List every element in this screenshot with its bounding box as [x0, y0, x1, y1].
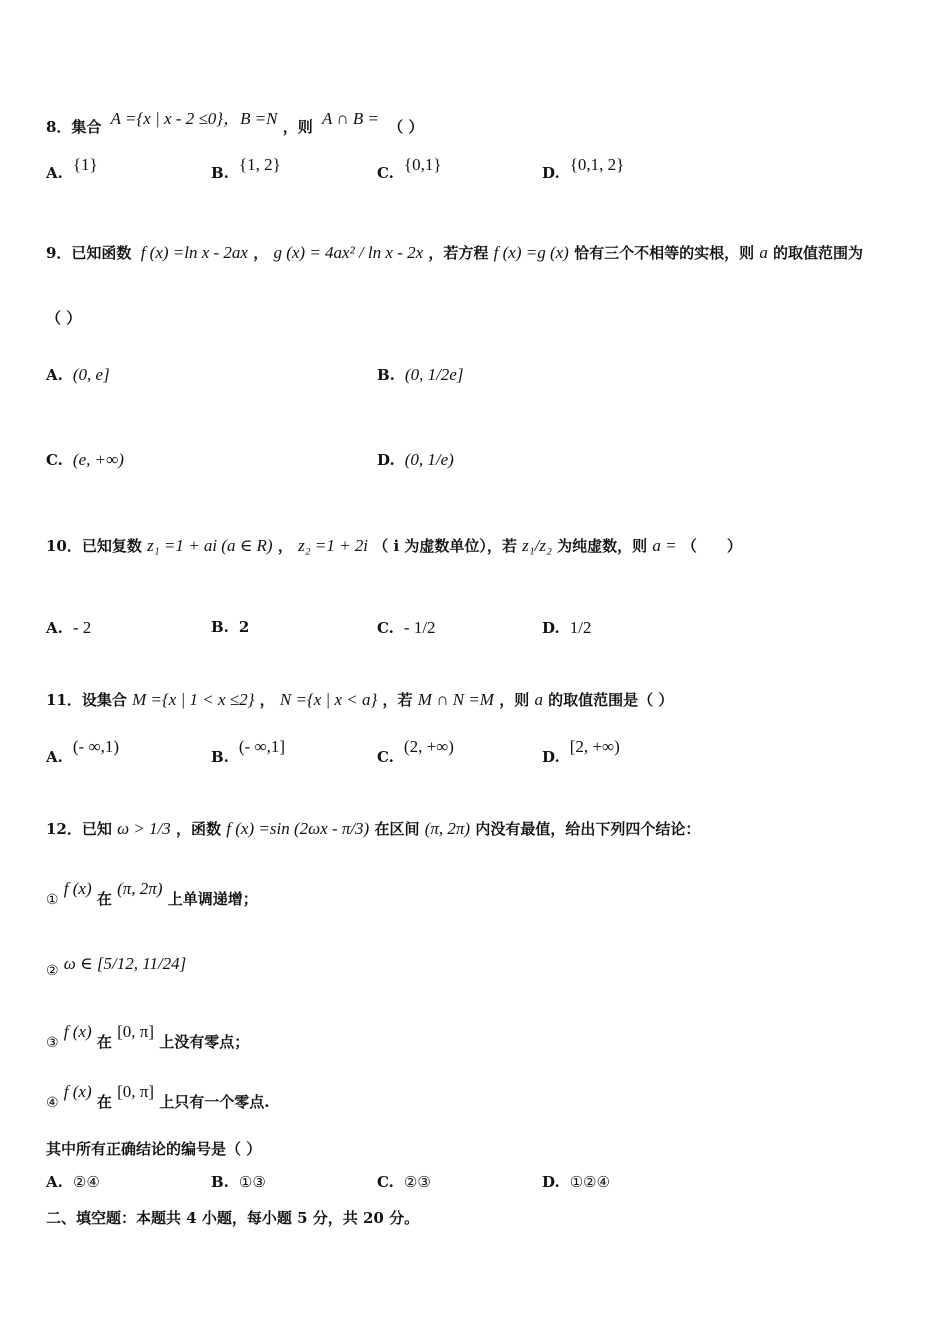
q11-option-a-text: (- ∞,1): [72, 737, 119, 756]
q11-option-c-text: (2, +∞): [403, 737, 454, 756]
q8-set-definition: A ={x | x - 2 ≤0}，B =N: [110, 109, 278, 128]
q8-option-c: C. {0,1}: [377, 155, 442, 182]
q9-equation: f (x) =g (x): [493, 243, 569, 262]
q12-condition: ω > 1/3: [117, 819, 171, 838]
q11-option-c: C.(2, +∞): [377, 737, 454, 766]
q10-ratio: z₁/z₂: [522, 536, 552, 555]
section-2-heading: 二、填空题：本题共 4 小题，每小题 5 分，共 20 分。: [46, 1209, 420, 1227]
q11-variable: a: [534, 690, 543, 709]
q11-option-b: B.(- ∞,1]: [211, 737, 286, 766]
q10-option-c: C. - 1/2: [377, 618, 436, 637]
q11-option-d-text: [2, +∞): [569, 737, 620, 756]
q9-option-b: B. (0, 1/2e]: [377, 365, 464, 384]
q9-g-definition: g (x) = 4ax² / ln x - 2x: [273, 243, 424, 262]
q8-option-a-text: {1}: [72, 155, 98, 174]
q9-mid: ，若方程: [428, 244, 489, 262]
q12-s4-expr: f (x): [63, 1082, 92, 1101]
q9-option-c: C. (e, +∞): [46, 450, 124, 469]
q9-tail2: 的取值范围为: [773, 244, 864, 262]
q9-f-definition: f (x) =ln x - 2ax: [140, 243, 248, 262]
q12-mid: ，函数: [176, 820, 222, 838]
q10-note: （ i 为虚数单位），若: [373, 537, 517, 555]
q12-statement-1: ① f (x) 在 (π, 2π) 上单调递增；: [46, 879, 258, 908]
q12-option-c-text: ②③: [403, 1173, 431, 1191]
q12-statement-3: ③ f (x) 在 [0, π] 上没有零点；: [46, 1022, 250, 1051]
question-11: 11．设集合 M ={x | 1 < x ≤2} ， N ={x | x < a} ，若 M ∩ N =M ，则 a 的取值范围是（ ）: [46, 690, 674, 709]
q9-option-a: A. (0, e]: [46, 365, 110, 384]
q8-tail: ，则: [282, 118, 313, 136]
q11-M-definition: M ={x | 1 < x ≤2}: [132, 690, 255, 709]
q12-question: 其中所有正确结论的编号是（ ）: [46, 1140, 262, 1158]
q9-tail: 恰有三个不相等的实根，则: [574, 244, 755, 262]
q10-z2: z₂ =1 + 2i: [298, 536, 369, 555]
q10-option-d: D. 1/2: [542, 618, 592, 637]
q11-option-d: D.[2, +∞): [542, 737, 620, 766]
q8-expression: A ∩ B =: [322, 109, 379, 128]
q12-s3-expr: f (x): [63, 1022, 92, 1041]
q12-s3-interval: [0, π]: [117, 1022, 155, 1041]
q11-N-definition: N ={x | x < a}: [279, 690, 378, 709]
q10-option-b: B. 2: [211, 618, 250, 636]
q12-option-a: A. ②④: [46, 1173, 100, 1191]
q12-s1-expr: f (x): [63, 879, 92, 898]
q12-interval: (π, 2π): [424, 819, 471, 838]
q12-option-d: D. ①②④: [542, 1173, 611, 1191]
q12-f-definition: f (x) =sin (2ωx - π/3): [226, 819, 370, 838]
q8-option-a: A. {1}: [46, 155, 98, 182]
q11-condition: M ∩ N =M: [417, 690, 494, 709]
q11-tail2: 的取值范围是（ ）: [548, 691, 674, 709]
q9-option-d: D. (0, 1/e): [377, 450, 454, 469]
q12-option-b: B. ①③: [211, 1173, 266, 1191]
question-8: [46, 109, 424, 137]
q9-option-c-text: (e, +∞): [72, 450, 124, 469]
q12-s4-interval: [0, π]: [117, 1082, 155, 1101]
q10-number: 10．已知复数: [46, 537, 142, 555]
q12-s1-interval: (π, 2π): [117, 879, 163, 898]
q10-paren: （ ）: [681, 537, 742, 555]
q8-option-d: D. {0,1, 2}: [542, 155, 625, 182]
q9-paren: （ ）: [46, 309, 82, 327]
q8-option-b-text: {1, 2}: [238, 155, 281, 174]
q12-statement-4: ④ f (x) 在 [0, π] 上只有一个零点.: [46, 1082, 270, 1111]
q12-option-a-text: ②④: [72, 1173, 100, 1191]
q10-option-a: A. - 2: [46, 618, 92, 637]
q9-option-b-text: (0, 1/2e]: [404, 365, 464, 384]
q9-variable: a: [759, 243, 768, 262]
q12-option-b-text: ①③: [238, 1173, 266, 1191]
q10-option-a-text: - 2: [72, 618, 92, 637]
q11-number: 11．设集合: [46, 691, 127, 709]
question-12: [46, 818, 700, 839]
q10-tail: 为纯虚数，则: [557, 537, 648, 555]
q10-option-d-text: 1/2: [569, 618, 592, 637]
q12-number: 12．已知: [46, 820, 112, 838]
q12-tail: 内没有最值，给出下列四个结论：: [475, 820, 701, 838]
question-10: 10．已知复数 z₁ =1 + ai (a ∈ R) ， z₂ =1 + 2i （ i 为虚数单位），若 z₁/z₂ 为纯虚数，则 a = （ ）: [46, 536, 742, 555]
question-9: 9．已知函数 f (x) =ln x - 2ax ， g (x) = 4ax² / ln x - 2x ，若方程 f (x) =g (x) 恰有三个不相等的实根，则 a 的取值范围为: [46, 243, 864, 262]
q8-paren: （ ）: [388, 118, 424, 136]
q9-option-a-text: (0, e]: [72, 365, 110, 384]
q10-option-c-text: - 1/2: [403, 618, 436, 637]
q10-z1: z₁ =1 + ai (a ∈ R): [147, 536, 273, 555]
q12-option-d-text: ①②④: [569, 1173, 611, 1191]
q9-option-d-text: (0, 1/e): [404, 450, 454, 469]
q12-mid2: 在区间: [374, 820, 420, 838]
q10-option-b-text: 2: [238, 618, 250, 636]
q11-tail: ，则: [499, 691, 530, 709]
q8-option-b: B. {1, 2}: [211, 155, 281, 182]
q11-mid: ，若: [382, 691, 413, 709]
q10-expression: a =: [652, 536, 677, 555]
q12-option-c: C. ②③: [377, 1173, 431, 1191]
q11-option-b-text: (- ∞,1]: [238, 737, 286, 756]
q8-option-d-text: {0,1, 2}: [569, 155, 625, 174]
q12-s2-expr: ω ∈ [5/12, 11/24]: [63, 954, 187, 973]
q11-option-a: A.(- ∞,1): [46, 737, 119, 766]
q8-option-c-text: {0,1}: [403, 155, 442, 174]
q9-number: 9．已知函数: [46, 244, 132, 262]
q12-statement-2: ② ω ∈ [5/12, 11/24]: [46, 954, 187, 979]
q8-number: 8．集合: [46, 118, 102, 136]
